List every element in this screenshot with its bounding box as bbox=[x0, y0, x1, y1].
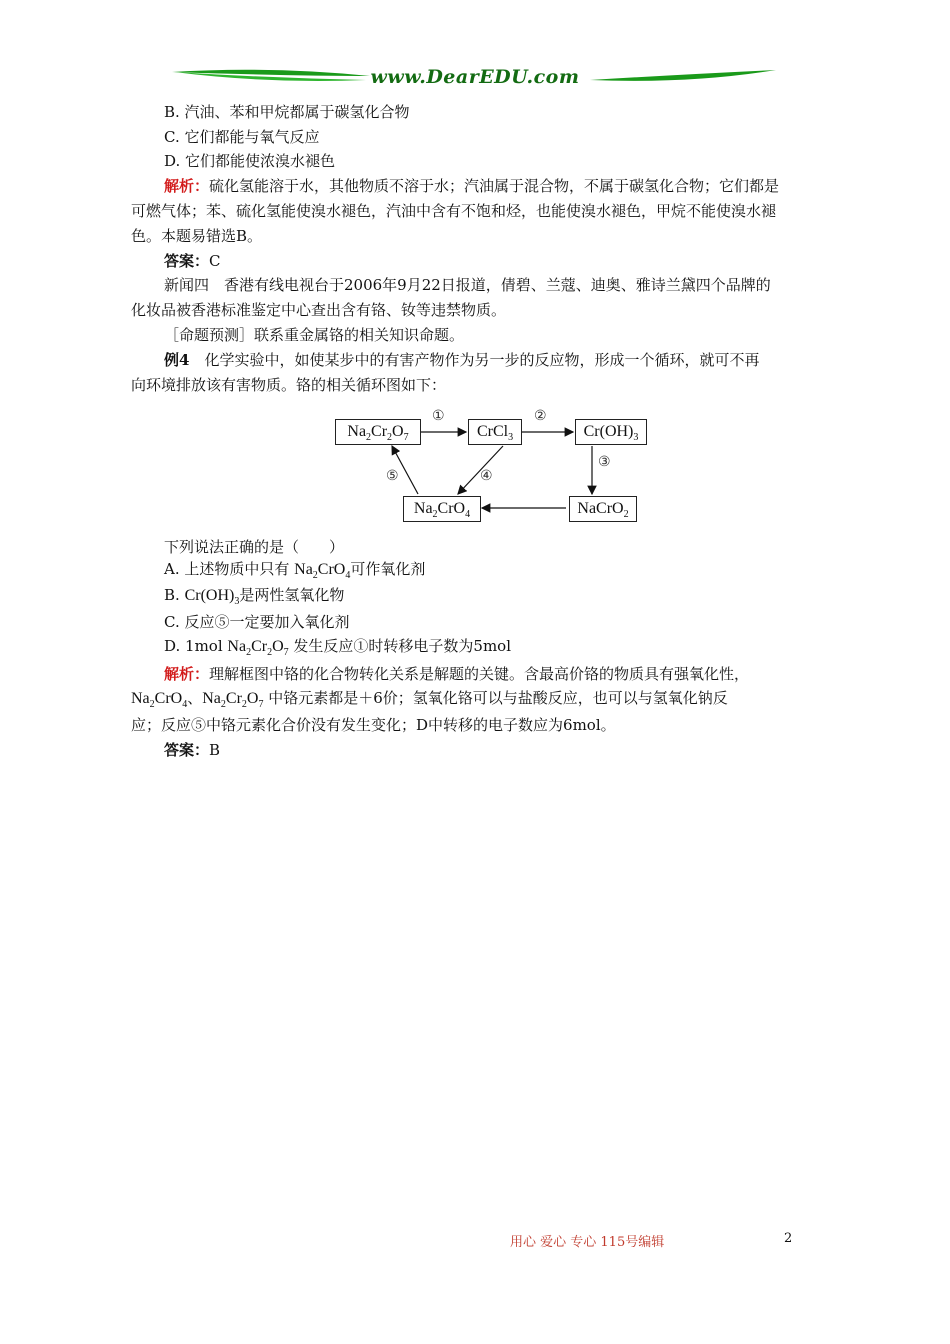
step-2-label: ② bbox=[534, 408, 547, 424]
step-3-label: ③ bbox=[598, 454, 611, 470]
analysis-2-line-2: $Na_2CrO_4$、$Na_2Cr_2O_7$ 中铬元素都是＋6价；氢氧化铬可以与盐酸反应，也可以与氢氧化钠反 bbox=[131, 689, 728, 710]
analysis-2-line-3: 应；反应⑤中铬元素化合价没有发生变化；D中转移的电子数应为6mol。 bbox=[131, 716, 616, 734]
question-option-a: A. 上述物质中只有 $Na_2CrO_4$可作氧化剂 bbox=[164, 560, 426, 581]
option-b: B. 汽油、苯和甲烷都属于碳氢化合物 bbox=[164, 103, 410, 121]
news-line-2: 化妆品被香港标准鉴定中心查出含有铬、钕等违禁物质。 bbox=[131, 301, 507, 319]
news-line-1: 新闻四 香港有线电视台于2006年9月22日报道，倩碧、兰蔻、迪奥、雅诗兰黛四个品牌的 bbox=[164, 276, 771, 294]
answer-1: 答案：C bbox=[164, 252, 221, 270]
analysis-2-line-1: 解析：理解框图中铬的化合物转化关系是解题的关键。含最高价铬的物质具有强氧化性， bbox=[164, 665, 750, 683]
answer-label: 答案： bbox=[164, 252, 210, 270]
analysis-label: 解析： bbox=[164, 177, 210, 195]
question-option-d: D. 1mol $Na_2Cr_2O_7$ 发生反应①时转移电子数为5mol bbox=[164, 637, 511, 658]
box-nacro2: NaCrO$_2$ bbox=[569, 496, 637, 522]
prediction-text: ［命题预测］联系重金属铬的相关知识命题。 bbox=[164, 326, 465, 344]
formula-na2cr2o7: $Na_2Cr_2O_7$ bbox=[227, 638, 289, 658]
example-line-1: 例4 化学实验中，如使某步中的有害产物作为另一步的反应物，形成一个循环，就可不再 bbox=[164, 351, 760, 369]
formula-na2cro4: $Na_2CrO_4$ bbox=[294, 561, 351, 581]
option-d: D. 它们都能使浓溴水褪色 bbox=[164, 152, 336, 170]
question-option-c: C. 反应⑤一定要加入氧化剂 bbox=[164, 613, 350, 631]
box-crcl3: CrCl$_3$ bbox=[468, 419, 522, 445]
formula-na2cro4: $Na_2CrO_4$ bbox=[131, 690, 188, 710]
example-line-2: 向环境排放该有害物质。铬的相关循环图如下： bbox=[131, 376, 447, 394]
formula-na2cr2o7: $Na_2Cr_2O_7$ bbox=[202, 690, 264, 710]
formula-croh3: $Cr(OH)_3$ bbox=[184, 587, 240, 607]
question-stem: 下列说法正确的是（ ） bbox=[164, 538, 345, 556]
footer-text: 用心 爱心 专心 115号编辑 bbox=[510, 1235, 665, 1250]
analysis-1-line-3: 色。本题易错选B。 bbox=[131, 227, 263, 245]
header-banner bbox=[170, 64, 778, 96]
option-c: C. 它们都能与氧气反应 bbox=[164, 128, 320, 146]
site-logo-text[interactable]: www.DearEDU.com bbox=[370, 66, 580, 88]
answer-2: 答案：B bbox=[164, 741, 221, 759]
step-1-label: ① bbox=[432, 408, 445, 424]
analysis-1-line-1: 解析：硫化氢能溶于水，其他物质不溶于水；汽油属于混合物，不属于碳氢化合物；它们都是 bbox=[164, 177, 780, 195]
page-number: 2 bbox=[784, 1231, 793, 1246]
box-na2cro4: $Na_2CrO_4$ bbox=[403, 496, 481, 522]
analysis-label: 解析： bbox=[164, 665, 210, 683]
chromium-cycle-diagram bbox=[330, 408, 650, 528]
step-4-label: ④ bbox=[480, 468, 493, 484]
question-option-b: B. $Cr(OH)_3$是两性氢氧化物 bbox=[164, 586, 345, 607]
example-label: 例4 bbox=[164, 351, 190, 369]
step-5-label: ⑤ bbox=[386, 468, 399, 484]
box-na2cr2o7: $Na_2Cr_2O_7$ bbox=[335, 419, 421, 445]
analysis-1-line-2: 可燃气体；苯、硫化氢能使溴水褪色，汽油中含有不饱和烃，也能使溴水褪色，甲烷不能使溴水褪 bbox=[131, 202, 777, 220]
answer-label: 答案： bbox=[164, 741, 210, 759]
box-croh3: $Cr(OH)_3$ bbox=[575, 419, 647, 445]
